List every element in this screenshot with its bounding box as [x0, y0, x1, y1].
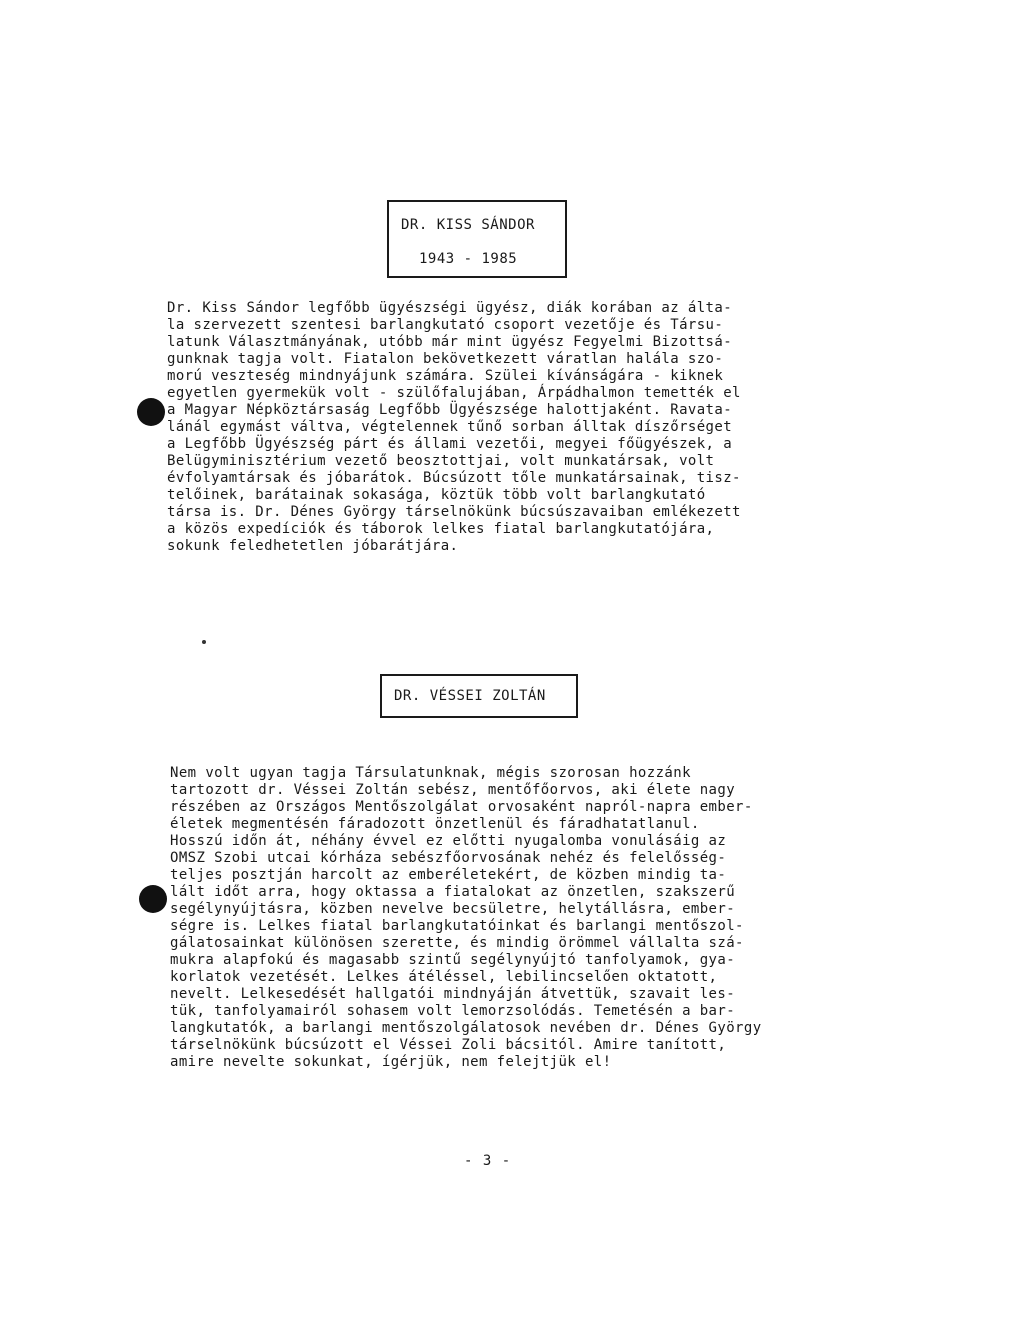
text-line: lált időt arra, hogy oktassa a fiatalokat az önzetlen, szakszerű: [170, 884, 736, 900]
text-line: életek megmentésén fáradozott önzetlenül és fáradhatatlanul.: [170, 816, 700, 832]
text-line: nevelt. Lelkesedését hallgatói mindnyáján átvettük, szavait les-: [170, 986, 736, 1002]
binder-hole-mark: [139, 885, 167, 913]
text-line: sokunk feledhetetlen jóbarátjára.: [167, 538, 459, 554]
text-line: Belügyminisztérium vezető beosztottjai, volt munkatársak, volt: [167, 453, 715, 469]
text-line: egyetlen gyermekük volt - szülőfalujában, Árpádhalmon temették el: [167, 385, 741, 401]
text-line: társa is. Dr. Dénes György társelnökünk búcsúszavaiban emlékezett: [167, 504, 741, 520]
scan-speck: [202, 640, 206, 644]
binder-hole-mark: [137, 398, 165, 426]
text-line: tartozott dr. Véssei Zoltán sebész, mentőfőorvos, aki élete nagy: [170, 782, 736, 798]
text-line: társelnökünk búcsúzott el Véssei Zoli bácsitól. Amire tanított,: [170, 1037, 727, 1053]
obituary-title-box-vessei: [380, 674, 578, 718]
text-line: segélynyújtásra, közben nevelve becsületre, helytállásra, ember-: [170, 901, 736, 917]
text-line: a közös expedíciók és táborok lelkes fiatal barlangkutatójára,: [167, 521, 715, 537]
obituary-name-kiss: DR. KISS SÁNDOR: [401, 217, 535, 233]
text-line: mukra alapfokú és magasabb szintű segélynyújtó tanfolyamok, gya-: [170, 952, 736, 968]
text-line: évfolyamtársak és jóbarátok. Búcsúzott tőle munkatársainak, tisz-: [167, 470, 741, 486]
obituary-text-vessei: [170, 765, 860, 1071]
text-line: gunknak tagja volt. Fiatalon bekövetkezett váratlan halála szo-: [167, 351, 724, 367]
text-line: részében az Országos Mentőszolgálat orvosaként napról-napra ember-: [170, 799, 753, 815]
obituary-years-kiss: 1943 - 1985: [419, 251, 518, 267]
text-line: lánál egymást váltva, végtelennek tűnő sorban álltak díszőrséget: [167, 419, 733, 435]
text-line: telőinek, barátainak sokasága, köztük több volt barlangkutató: [167, 487, 706, 503]
text-line: la szervezett szentesi barlangkutató csoport vezetője és Társu-: [167, 317, 724, 333]
obituary-title-box-kiss: [387, 200, 567, 278]
text-line: langkutatók, a barlangi mentőszolgálatosok nevében dr. Dénes György: [170, 1020, 762, 1036]
text-line: ségre is. Lelkes fiatal barlangkutatóinkat és barlangi mentőszol-: [170, 918, 744, 934]
text-line: amire nevelte sokunkat, ígérjük, nem felejtjük el!: [170, 1054, 612, 1070]
text-line: latunk Választmányának, utóbb már mint ügyész Fegyelmi Bizottsá-: [167, 334, 733, 350]
text-line: Hosszú időn át, néhány évvel ez előtti nyugalomba vonulásáig az: [170, 833, 727, 849]
text-line: gálatosainkat különösen szerette, és mindig örömmel vállalta szá-: [170, 935, 744, 951]
text-line: OMSZ Szobi utcai kórháza sebészfőorvosának nehéz és felelősség-: [170, 850, 727, 866]
text-line: korlatok vezetését. Lelkes átéléssel, lebilincselően oktatott,: [170, 969, 718, 985]
page-number: - 3 -: [464, 1153, 512, 1169]
text-line: teljes posztján harcolt az emberéletekért, de közben mindig ta-: [170, 867, 727, 883]
obituary-text-kiss: [167, 300, 847, 555]
obituary-name-vessei: DR. VÉSSEI ZOLTÁN: [394, 688, 546, 704]
text-line: a Magyar Népköztársaság Legfőbb Ügyészsége halottjaként. Ravata-: [167, 402, 733, 418]
text-line: morú veszteség mindnyájunk számára. Szülei kívánságára - kiknek: [167, 368, 724, 384]
text-line: a Legfőbb Ügyészség párt és állami vezetői, megyei főügyészek, a: [167, 436, 733, 452]
text-line: tük, tanfolyamairól sohasem volt lemorzsolódás. Temetésén a bar-: [170, 1003, 736, 1019]
text-line: Nem volt ugyan tagja Társulatunknak, mégis szorosan hozzánk: [170, 765, 691, 781]
text-line: Dr. Kiss Sándor legfőbb ügyészségi ügyész, diák korában az álta-: [167, 300, 733, 316]
